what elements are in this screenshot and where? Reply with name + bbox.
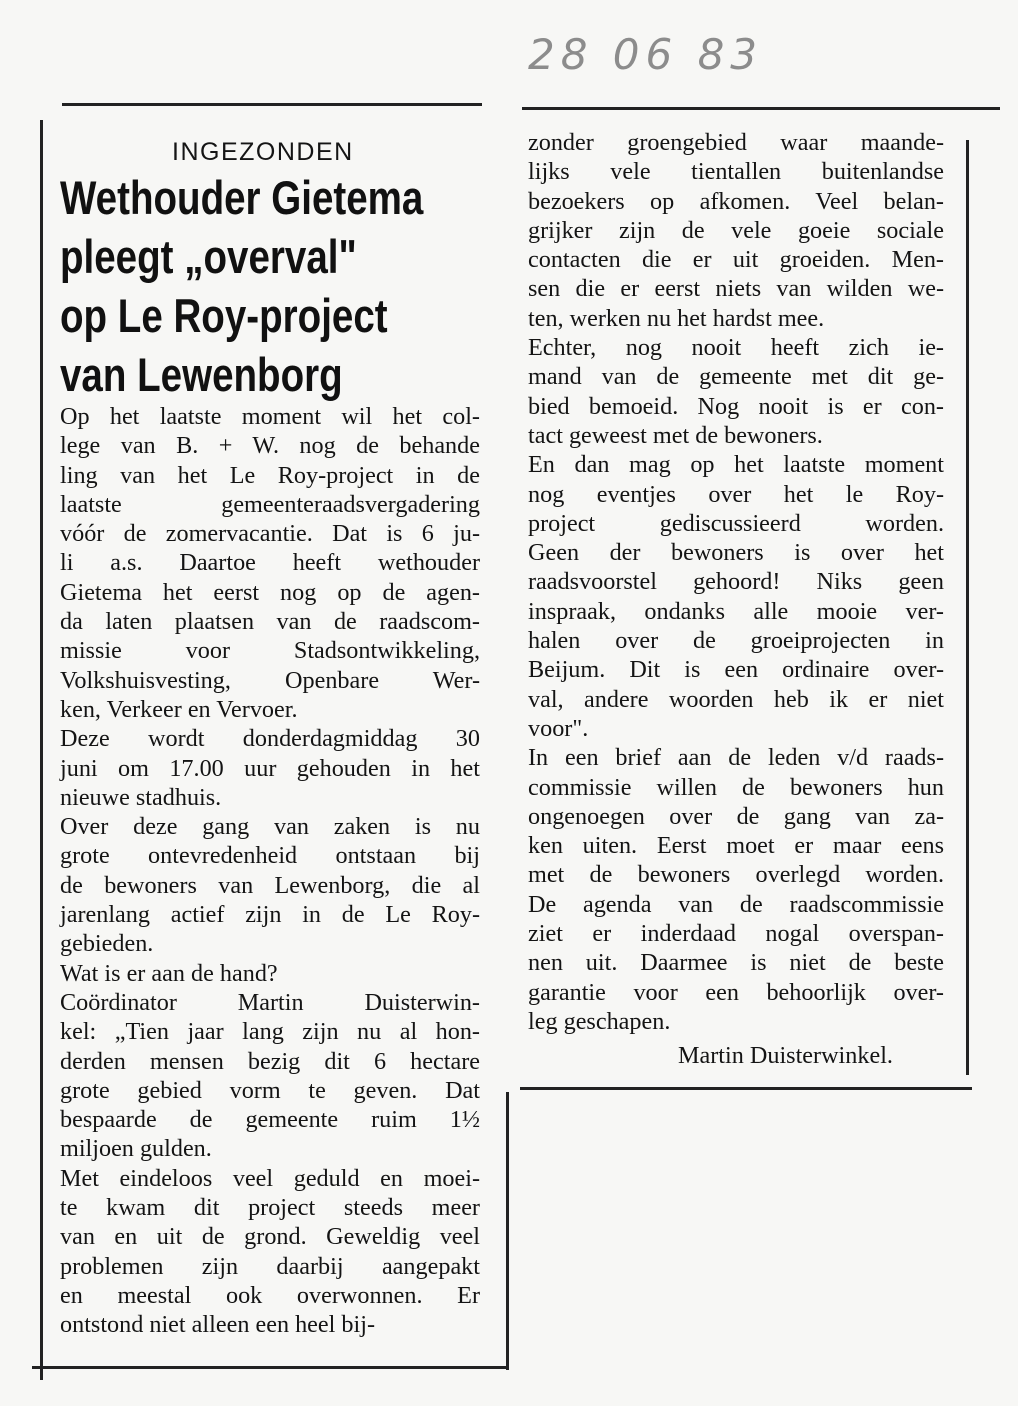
article-headline bbox=[60, 168, 423, 404]
left-border bbox=[40, 120, 43, 1380]
body-text-line: li a.s. Daartoe heeft wethouder bbox=[60, 549, 480, 577]
body-text-line: ken uiten. Eerst moet er maar eens bbox=[528, 832, 944, 860]
body-text-line: Op het laatste moment wil het col- bbox=[60, 403, 480, 430]
body-text-line: voor". bbox=[528, 714, 589, 742]
body-text-line: contacten die er uit groeiden. Men- bbox=[528, 246, 944, 274]
headline-line: op Le Roy-project bbox=[60, 289, 388, 342]
body-text-line: laatste gemeenteraadsvergadering bbox=[60, 490, 480, 518]
body-text-line: de bewoners van Lewenborg, die al bbox=[60, 871, 480, 899]
body-text-line: mand van de gemeente met dit ge- bbox=[528, 363, 944, 391]
body-text-line: Echter, nog nooit heeft zich ie- bbox=[528, 334, 944, 362]
body-text-line: Over deze gang van zaken is nu bbox=[60, 813, 480, 841]
body-text-line: Met eindeloos veel geduld en moei- bbox=[60, 1164, 480, 1192]
body-text-line: derden mensen bezig dit 6 hectare bbox=[60, 1047, 480, 1075]
body-text-line: sen die er eerst niets van wilden we- bbox=[528, 275, 944, 303]
body-text-line: Gietema het eerst nog op de agen- bbox=[60, 578, 480, 606]
body-text-line: kel: „Tien jaar lang zijn nu al hon- bbox=[60, 1018, 480, 1046]
body-text-line: juni om 17.00 uur gehouden in het bbox=[60, 754, 480, 782]
body-text-line: nieuwe stadhuis. bbox=[60, 783, 222, 811]
body-text-line: zonder groengebied waar maande- bbox=[528, 129, 944, 156]
body-text-line: grote gebied vorm te geven. Dat bbox=[60, 1076, 480, 1104]
right-border bbox=[966, 140, 969, 1075]
body-text-line: ziet er inderdaad nogal overspan- bbox=[528, 920, 944, 948]
body-text-line: garantie voor een behoorlijk over- bbox=[528, 978, 944, 1006]
body-text-line: problemen zijn daarbij aangepakt bbox=[60, 1252, 480, 1280]
body-text-line: Beijum. Dit is een ordinaire over- bbox=[528, 656, 944, 684]
body-text-line: met de bewoners overlegd worden. bbox=[528, 861, 944, 889]
body-text-line: ongenoegen over de gang van za- bbox=[528, 802, 944, 830]
top-rule-left bbox=[62, 103, 482, 106]
body-text-line: miljoen gulden. bbox=[60, 1135, 212, 1163]
body-text-line: Volkshuisvesting, Openbare Wer- bbox=[60, 666, 480, 694]
left-column-body bbox=[60, 402, 480, 1340]
handwritten-date: 28 06 83 bbox=[528, 30, 764, 79]
body-text-line: Coördinator Martin Duisterwin- bbox=[60, 988, 480, 1016]
body-text-line: van en uit de grond. Geweldig veel bbox=[60, 1223, 480, 1251]
body-text-line: da laten plaatsen van de raadscom- bbox=[60, 608, 480, 636]
body-text-line: In een brief aan de leden v/d raads- bbox=[528, 744, 944, 772]
body-text-line: missie voor Stadsontwikkeling, bbox=[60, 637, 480, 665]
headline-line: van Lewenborg bbox=[60, 348, 343, 401]
body-text-line: De agenda van de raadscommissie bbox=[528, 890, 944, 918]
article-signature: Martin Duisterwinkel. bbox=[678, 1042, 893, 1069]
body-text-line: grote ontevredenheid ontstaan bij bbox=[60, 842, 480, 870]
body-text-line: leg geschapen. bbox=[528, 1007, 671, 1035]
body-text-line: nen uit. Daarmee is niet de beste bbox=[528, 949, 944, 977]
right-column-bottom-rule bbox=[520, 1087, 972, 1090]
body-text-line: ken, Verkeer en Vervoer. bbox=[60, 695, 298, 723]
body-text-line: lege van B. + W. nog de behande bbox=[60, 432, 480, 460]
body-text-line: lijks vele tientallen buitenlandse bbox=[528, 158, 944, 186]
body-text-line: En dan mag op het laatste moment bbox=[528, 451, 944, 479]
body-text-line: commissie willen de bewoners hun bbox=[528, 773, 944, 801]
body-text-line: ten, werken nu het hardst mee. bbox=[528, 304, 825, 332]
article-kicker: INGEZONDEN bbox=[172, 138, 354, 166]
bottom-rule bbox=[32, 1366, 508, 1369]
body-text-line: raadsvoorstel gehoord! Niks geen bbox=[528, 568, 944, 596]
body-text-line: bied bemoeid. Nog nooit is er con- bbox=[528, 392, 944, 420]
body-text-line: te kwam dit project steeds meer bbox=[60, 1194, 480, 1222]
body-text-line: nog eventjes over het le Roy- bbox=[528, 480, 944, 508]
body-text-line: en meestal ook overwonnen. Er bbox=[60, 1281, 480, 1309]
top-rule-right bbox=[522, 107, 1000, 110]
body-text-line: jarenlang actief zijn in de Le Roy- bbox=[60, 901, 480, 929]
body-text-line: inspraak, ondanks alle mooie ver- bbox=[528, 597, 944, 625]
body-text-line: bezoekers op afkomen. Veel belan- bbox=[528, 187, 944, 215]
body-text-line: bespaarde de gemeente ruim 1½ bbox=[60, 1106, 480, 1134]
body-text-line: ontstond niet alleen een heel bij- bbox=[60, 1311, 376, 1339]
headline-line: pleegt „overval" bbox=[60, 230, 357, 283]
body-text-line: Wat is er aan de hand? bbox=[60, 959, 278, 987]
body-text-line: Geen der bewoners is over het bbox=[528, 539, 944, 567]
body-text-line: val, andere woorden heb ik er niet bbox=[528, 685, 944, 713]
body-text-line: grijker zijn de vele goeie sociale bbox=[528, 216, 944, 244]
body-text-line: halen over de groeiprojecten in bbox=[528, 627, 944, 655]
body-text-line: tact geweest met de bewoners. bbox=[528, 421, 823, 449]
body-text-line: ling van het Le Roy-project in de bbox=[60, 461, 480, 489]
body-text-line: gebieden. bbox=[60, 930, 154, 958]
body-text-line: vóór de zomervacantie. Dat is 6 ju- bbox=[60, 520, 480, 548]
body-text-line: Deze wordt donderdagmiddag 30 bbox=[60, 725, 480, 753]
headline-line: Wethouder Gietema bbox=[60, 171, 424, 224]
body-text-line: project gediscussieerd worden. bbox=[528, 509, 944, 537]
right-column-body bbox=[528, 128, 944, 1036]
column-divider bbox=[506, 1092, 509, 1370]
